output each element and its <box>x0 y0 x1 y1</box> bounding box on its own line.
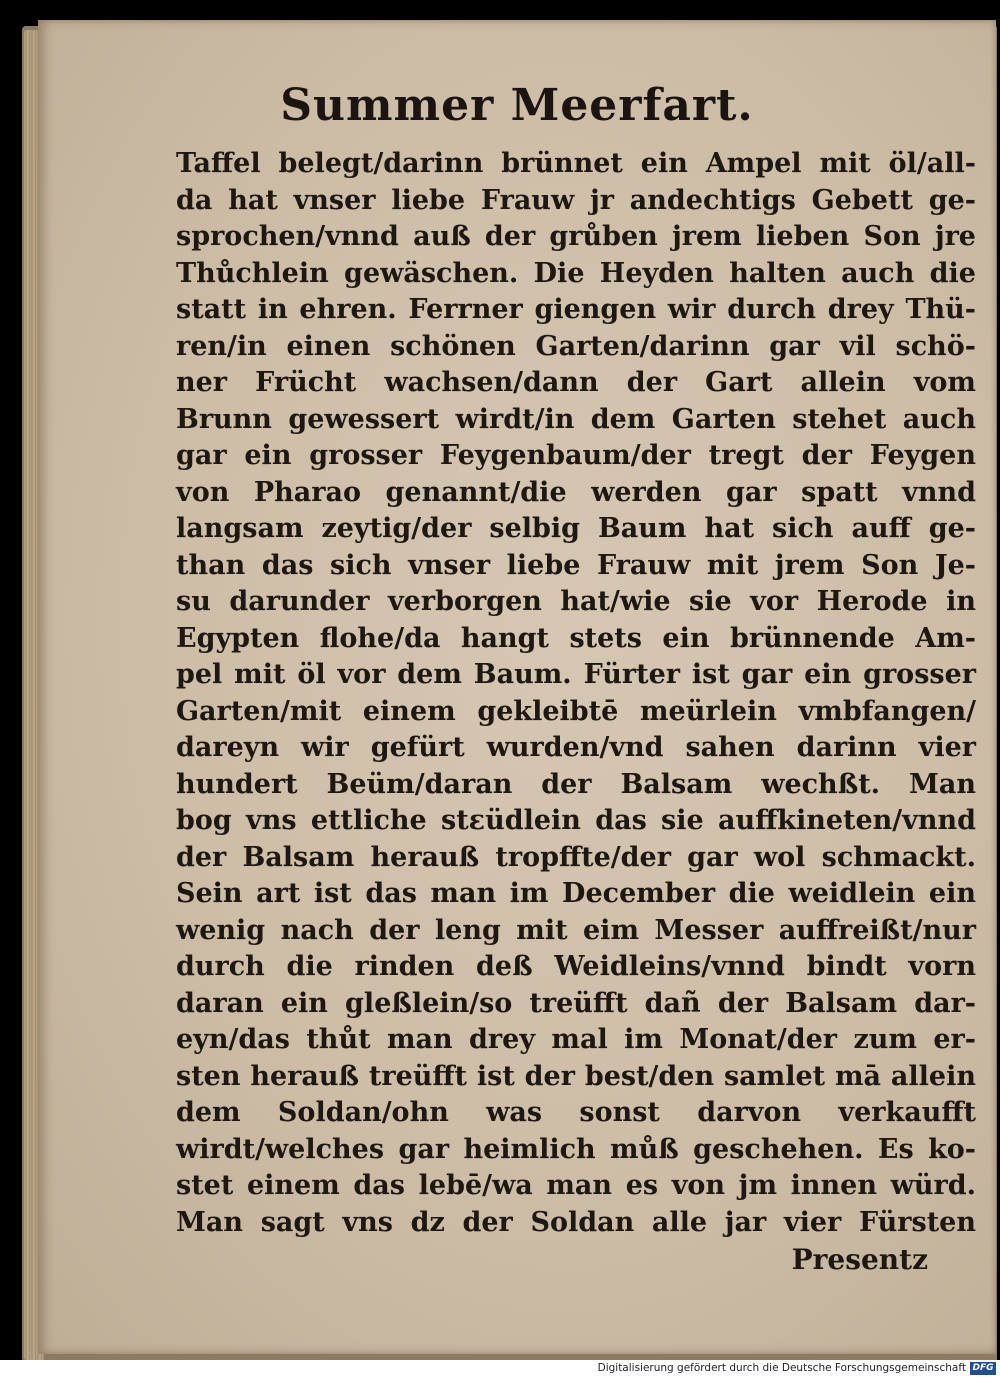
running-head: Summer Meerfart. <box>280 80 754 131</box>
text-line: Brunn gewessert wirdt/in dem Garten stehet auch <box>176 403 976 435</box>
text-line: statt in ehren. Ferrner giengen wir durch drey Thü- <box>176 294 976 325</box>
catchword: Presentz <box>791 1243 928 1276</box>
book-page <box>38 20 996 1354</box>
text-line: Sein art ist das man im December die weidlein ein <box>176 878 976 909</box>
text-line: than das sich vnser liebe Frauw mit jrem Son Je- <box>176 549 976 581</box>
text-line: von Pharao genannt/die werden gar spatt vnnd <box>176 476 976 508</box>
text-line: ner Frücht wachsen/dann der Gart allein vom <box>176 367 976 398</box>
text-line: gar ein grosser Feygenbaum/der tregt der Feygen <box>176 440 976 471</box>
text-line: da hat vnser liebe Frauw jr andechtigs Gebett ge- <box>176 184 976 216</box>
text-line: eyn/das thůt man drey mal im Monat/der zum er- <box>176 1024 976 1055</box>
text-line: wirdt/welches gar heimlich můß geschehen. Es ko- <box>176 1133 976 1165</box>
text-line: dareyn wir gefürt wurden/vnd sahen darinn vier <box>176 732 976 763</box>
text-line: daran ein gleßlein/so treüfft dañ der Balsam dar- <box>176 987 976 1019</box>
text-line: sten herauß treüfft ist der best/den samlet mā allein <box>176 1060 976 1092</box>
text-line: su darunder verborgen hat/wie sie vor Herode in <box>176 586 976 617</box>
text-line: Man sagt vns dz der Soldan alle jar vier Fürsten <box>176 1206 976 1238</box>
text-line: pel mit öl vor dem Baum. Fürter ist gar ein grosser <box>176 659 976 690</box>
funding-credit: Digitalisierung gefördert durch die Deutsche Forschungsgemeinschaft <box>597 1362 966 1374</box>
text-line: dem Soldan/ohn was sonst darvon verkaufft <box>176 1097 976 1128</box>
text-line: hundert Beüm/daran der Balsam wechßt. Man <box>176 768 976 800</box>
text-line: sprochen/vnnd auß der grůben jrem lieben Son jre <box>176 221 976 252</box>
text-line: wenig nach der leng mit eim Messer auffreißt/nur <box>176 914 976 946</box>
text-line: langsam zeytig/der selbig Baum hat sich auff ge- <box>176 513 976 544</box>
text-line: durch die rinden deß Weidleins/vnnd bindt vorn <box>176 951 976 982</box>
text-line: Thůchlein gewäschen. Die Heyden halten auch die <box>176 257 976 289</box>
dfg-logo: DFG <box>970 1362 996 1375</box>
text-line: Egypten flohe/da hangt stets ein brünnende Am- <box>176 622 976 654</box>
text-line: ren/in einen schönen Garten/darinn gar vil schö- <box>176 330 976 362</box>
text-line: der Balsam herauß tropffte/der gar wol schmackt. <box>176 841 976 873</box>
text-line: Taffel belegt/darinn brünnet ein Ampel mit öl/all- <box>176 148 976 179</box>
body-text <box>176 146 976 1241</box>
footer-bar <box>0 1360 1000 1378</box>
text-line: stet einem das lebē/wa man es von jm innen würd. <box>176 1170 976 1201</box>
text-line: Garten/mit einem gekleibtē meürlein vmbfangen/ <box>176 695 976 727</box>
text-line: bog vns ettliche stεüdlein das sie auffkineten/vnnd <box>176 805 976 836</box>
